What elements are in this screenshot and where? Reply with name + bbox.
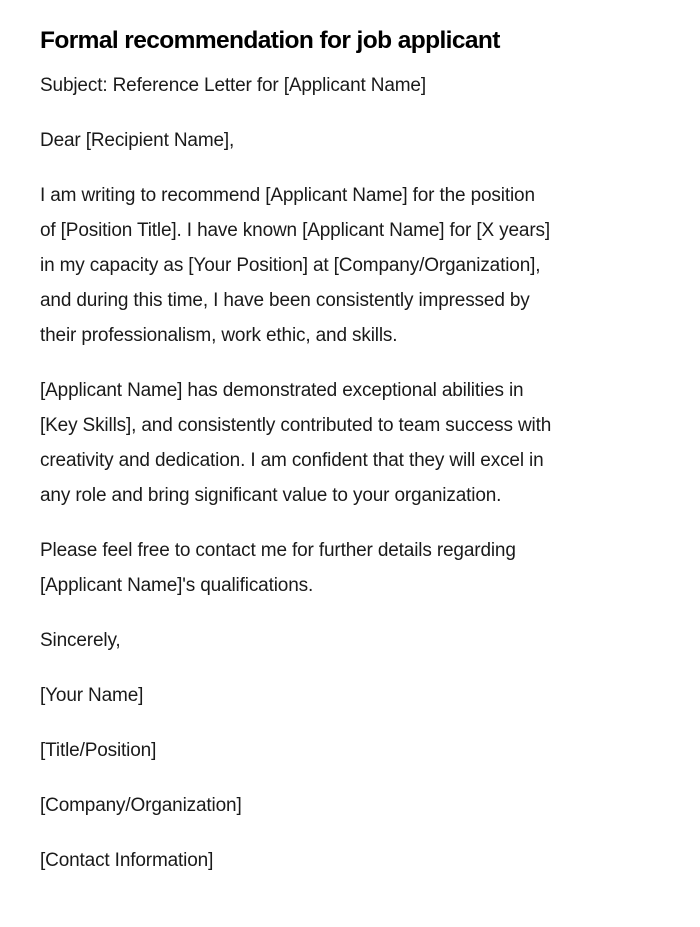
body-paragraph-2 bbox=[40, 373, 660, 513]
text-line: creativity and dedication. I am confident that they will excel in bbox=[40, 450, 544, 471]
closing: Sincerely, bbox=[40, 630, 121, 651]
body-paragraph-3 bbox=[40, 533, 660, 603]
text-line: I am writing to recommend [Applicant Name] for the position bbox=[40, 185, 535, 206]
signature-title: [Title/Position] bbox=[40, 740, 157, 761]
text-line: of [Position Title]. I have known [Applicant Name] for [X years] bbox=[40, 220, 550, 241]
signature-company: [Company/Organization] bbox=[40, 795, 242, 816]
text-line: in my capacity as [Your Position] at [Company/Organization], bbox=[40, 255, 541, 276]
text-line: Please feel free to contact me for further details regarding bbox=[40, 540, 516, 561]
text-line: and during this time, I have been consistently impressed by bbox=[40, 290, 530, 311]
subject-line: Subject: Reference Letter for [Applicant Name] bbox=[40, 75, 426, 96]
text-line: [Applicant Name]'s qualifications. bbox=[40, 575, 314, 596]
text-line: [Applicant Name] has demonstrated exceptional abilities in bbox=[40, 380, 524, 401]
text-line: any role and bring significant value to your organization. bbox=[40, 485, 502, 506]
text-line: their professionalism, work ethic, and skills. bbox=[40, 325, 398, 346]
body-paragraph-1 bbox=[40, 178, 660, 353]
signature-contact: [Contact Information] bbox=[40, 850, 214, 871]
text-line: [Key Skills], and consistently contributed to team success with bbox=[40, 415, 552, 436]
signature-name: [Your Name] bbox=[40, 685, 144, 706]
letter-document bbox=[40, 24, 660, 898]
salutation: Dear [Recipient Name], bbox=[40, 130, 235, 151]
document-title: Formal recommendation for job applicant bbox=[40, 27, 500, 54]
